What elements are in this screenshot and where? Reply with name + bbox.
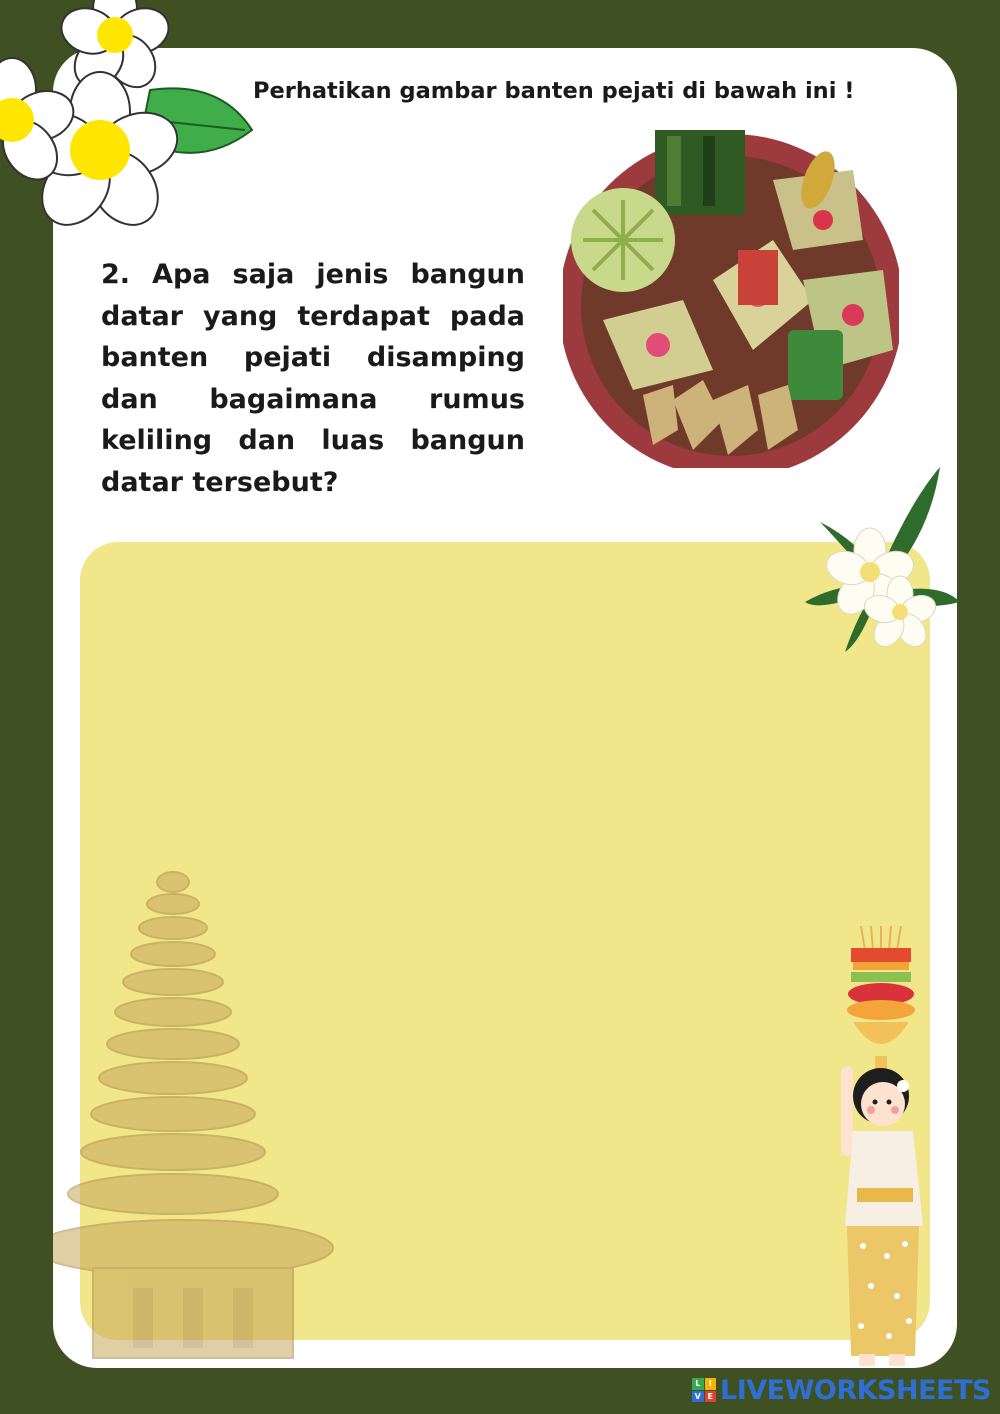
instruction-text: Perhatikan gambar banten pejati di bawah ini ! bbox=[253, 78, 855, 104]
liveworksheets-logo-icon: L I V E bbox=[692, 1378, 716, 1402]
frangipani-flowers-icon bbox=[0, 0, 260, 250]
frangipani-leaves-icon bbox=[800, 462, 965, 662]
brand-name: LIVEWORKSHEETS bbox=[720, 1374, 991, 1406]
question-text: 2. Apa saja jenis bangun datar yang terdapat pada banten pejati disamping dan bagaimana rumus keliling dan luas bangun datar tersebut? bbox=[101, 259, 525, 498]
temple-illustration bbox=[53, 868, 393, 1368]
balinese-girl-illustration bbox=[831, 926, 931, 1368]
banten-pejati-photo bbox=[563, 130, 899, 468]
liveworksheets-brand[interactable] bbox=[692, 1372, 991, 1408]
